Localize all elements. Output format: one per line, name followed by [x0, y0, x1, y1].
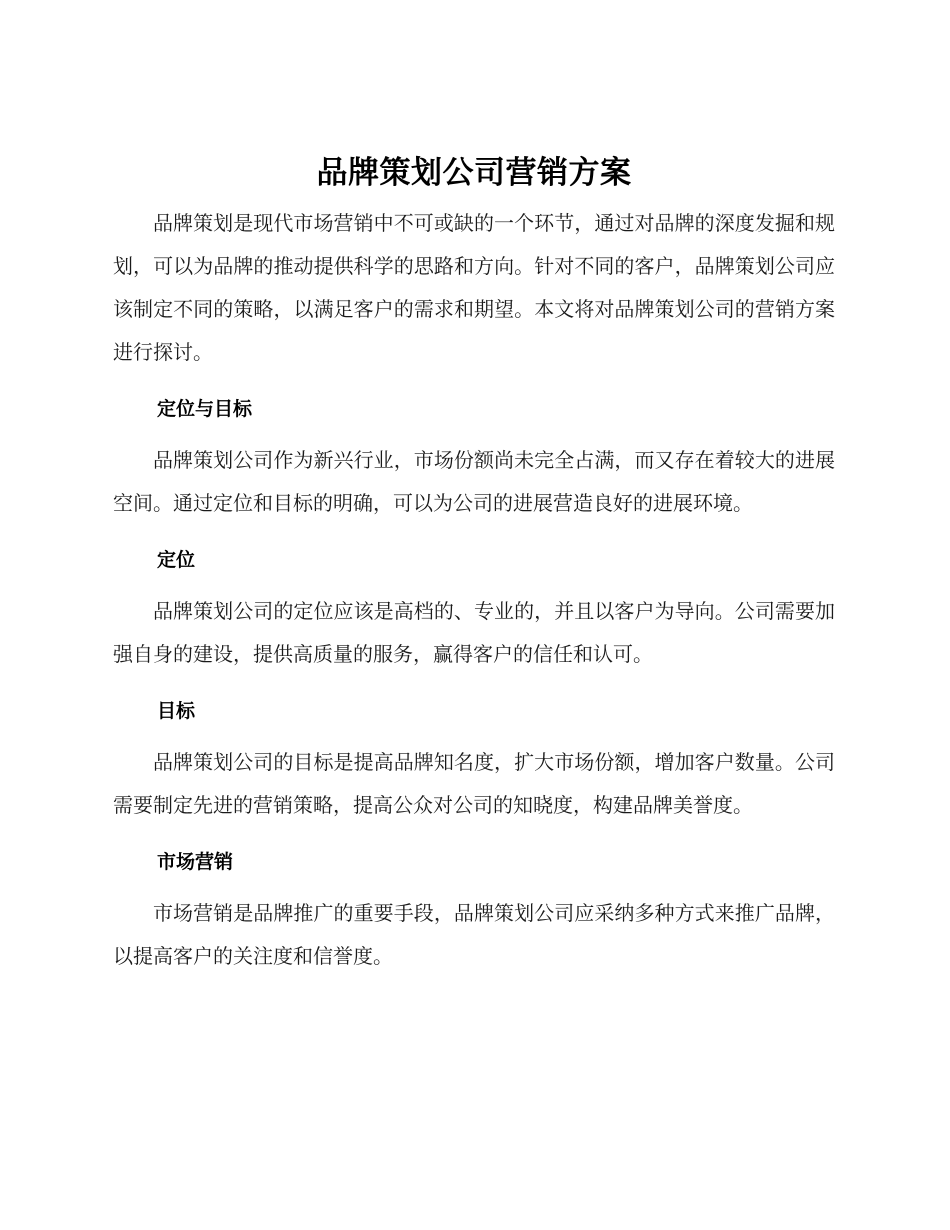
- section-paragraph-positioning: 品牌策划公司的定位应该是高档的、专业的，并且以客户为导向。公司需要加强自身的建设，提供高质量的服务，赢得客户的信任和认可。: [113, 599, 835, 666]
- document-title: 品牌策划公司营销方案: [316, 155, 632, 191]
- section-heading-goals: 目标: [157, 700, 196, 722]
- section-heading-positioning-goals: 定位与目标: [157, 398, 253, 420]
- document-body: [113, 150, 835, 978]
- intro-paragraph: 品牌策划是现代市场营销中不可或缺的一个环节，通过对品牌的深度发掘和规划，可以为品牌的推动提供科学的思路和方向。针对不同的客户，品牌策划公司应该制定不同的策略，以满足客户的需求和期望。本文将对品牌策划公司的营销方案进行探讨。: [113, 211, 835, 364]
- section-paragraph-positioning-goals: 品牌策划公司作为新兴行业，市场份额尚未完全占满，而又存在着较大的进展空间。通过定位和目标的明确，可以为公司的进展营造良好的进展环境。: [113, 448, 835, 515]
- section-paragraph-goals: 品牌策划公司的目标是提高品牌知名度，扩大市场份额，增加客户数量。公司需要制定先进的营销策略，提高公众对公司的知晓度，构建品牌美誉度。: [113, 750, 835, 817]
- section-heading-positioning: 定位: [157, 549, 196, 571]
- section-heading-marketing: 市场营销: [157, 851, 234, 873]
- section-paragraph-marketing: 市场营销是品牌推广的重要手段，品牌策划公司应采纳多种方式来推广品牌，以提高客户的关注度和信誉度。: [113, 901, 835, 968]
